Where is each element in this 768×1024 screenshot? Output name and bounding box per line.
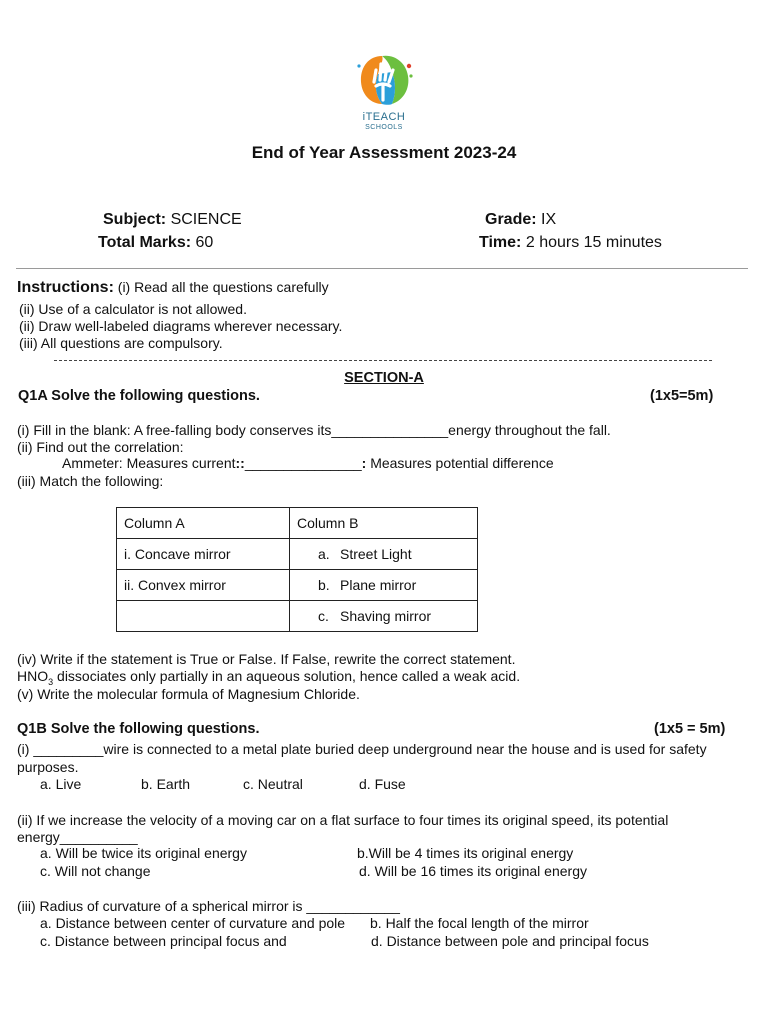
option-text: Street Light xyxy=(340,546,412,562)
instruction-item: (iii) All questions are compulsory. xyxy=(19,335,223,351)
instruction-item: (ii) Draw well-labeled diagrams wherever necessary. xyxy=(19,318,343,334)
table-cell-a: i. Concave mirror xyxy=(117,539,290,570)
marks-line xyxy=(98,233,213,252)
correlation-colon: : xyxy=(361,455,367,471)
school-logo xyxy=(352,52,416,136)
q1b-ii-line1: (ii) If we increase the velocity of a moving car on a flat surface to four times its original speed, its potential xyxy=(17,812,669,828)
q1a-marks: (1x5=5m) xyxy=(650,388,714,404)
time-value: 2 hours 15 minutes xyxy=(525,234,662,251)
q1b-iii-line: (iii) Radius of curvature of a spherical mirror is ____________ xyxy=(17,898,400,914)
correlation-blank: _______________ xyxy=(244,455,362,471)
q1b-iii-option: d. Distance between pole and principal focus xyxy=(371,933,649,949)
correlation-ammeter: Ammeter xyxy=(62,455,119,471)
hand-logo-icon xyxy=(352,52,416,112)
grade-line xyxy=(485,210,556,229)
logo-subtext: SCHOOLS xyxy=(365,124,403,131)
table-row xyxy=(117,570,478,601)
q1b-ii-line2: energy__________ xyxy=(17,829,138,845)
q1b-marks: (1x5 = 5m) xyxy=(654,721,726,737)
time-line xyxy=(479,233,662,252)
q1a-ii-correlation xyxy=(62,455,554,472)
marks-label: Total Marks: xyxy=(98,234,192,251)
q1b-i-line2: purposes. xyxy=(17,759,79,775)
table-header-b: Column B xyxy=(290,508,478,539)
option-letter: b. xyxy=(318,577,330,593)
subject-value: SCIENCE xyxy=(170,211,242,228)
formula-subscript: 3 xyxy=(48,676,54,687)
q1b-ii-option: c. Will not change xyxy=(40,863,151,879)
q1b-i-option: a. Live xyxy=(40,776,82,792)
grade-value: IX xyxy=(541,211,557,228)
time-label: Time: xyxy=(479,234,522,251)
instruction-item: (i) Read all the questions carefully xyxy=(117,279,329,295)
table-cell-b xyxy=(290,539,478,570)
q1b-iii-option: a. Distance between center of curvature and pole xyxy=(40,915,346,931)
q1a-i: (i) Fill in the blank: A free-falling body conserves its_______________energy throughout the fall. xyxy=(17,422,611,438)
table-cell-b xyxy=(290,570,478,601)
formula-hno: HNO xyxy=(17,668,49,684)
section-a-title: SECTION-A xyxy=(344,370,424,386)
q1b-i-option: d. Fuse xyxy=(359,776,406,792)
q1a-iv-statement xyxy=(17,668,520,688)
table-row xyxy=(117,508,478,539)
option-letter: a. xyxy=(318,546,330,562)
instruction-item: (ii) Use of a calculator is not allowed. xyxy=(19,301,247,317)
q1b-ii-option: a. Will be twice its original energy xyxy=(40,845,247,861)
q1a-iv: (iv) Write if the statement is True or False. If False, rewrite the correct statement. xyxy=(17,651,516,667)
q1b-iii-option: c. Distance between principal focus and xyxy=(40,933,287,949)
correlation-measures-current: : Measures current xyxy=(118,455,236,471)
match-table xyxy=(116,507,478,632)
option-text: Shaving mirror xyxy=(340,608,432,624)
table-row xyxy=(117,601,478,632)
option-text: Plane mirror xyxy=(340,577,417,593)
table-cell-a: ii. Convex mirror xyxy=(117,570,290,601)
q1b-iii-option: b. Half the focal length of the mirror xyxy=(370,915,589,931)
q1b-ii-option: b.Will be 4 times its original energy xyxy=(357,845,574,861)
instructions-line-1 xyxy=(17,278,329,297)
q1b-heading: Q1B Solve the following questions. xyxy=(17,721,260,737)
q1a-v: (v) Write the molecular formula of Magnesium Chloride. xyxy=(17,686,360,702)
subject-label: Subject: xyxy=(103,211,167,228)
statement-text: dissociates only partially in an aqueous solution, hence called a weak acid. xyxy=(53,668,521,684)
correlation-separator: :: xyxy=(235,455,245,471)
subject-line xyxy=(103,210,242,229)
q1b-i-option: c. Neutral xyxy=(243,776,303,792)
table-cell-a xyxy=(117,601,290,632)
option-letter: c. xyxy=(318,608,329,624)
dashed-divider xyxy=(54,360,712,361)
marks-value: 60 xyxy=(195,234,214,251)
q1a-heading: Q1A Solve the following questions. xyxy=(18,388,260,404)
table-row xyxy=(117,539,478,570)
q1b-ii-option: d. Will be 16 times its original energy xyxy=(359,863,587,879)
q1a-ii: (ii) Find out the correlation: xyxy=(17,439,184,455)
logo-text: iTEACH xyxy=(362,111,406,123)
q1b-i-option: b. Earth xyxy=(141,776,191,792)
exam-title: End of Year Assessment 2023-24 xyxy=(251,143,517,162)
header-divider xyxy=(16,268,748,269)
instructions-heading: Instructions: xyxy=(17,279,114,296)
table-header-a: Column A xyxy=(117,508,290,539)
correlation-measures-pd: Measures potential difference xyxy=(366,455,554,471)
q1b-i-line1: (i) _________wire is connected to a metal plate buried deep underground near the house and is used for safety xyxy=(17,741,707,757)
q1a-iii: (iii) Match the following: xyxy=(17,473,164,489)
table-cell-b xyxy=(290,601,478,632)
grade-label: Grade: xyxy=(485,211,537,228)
